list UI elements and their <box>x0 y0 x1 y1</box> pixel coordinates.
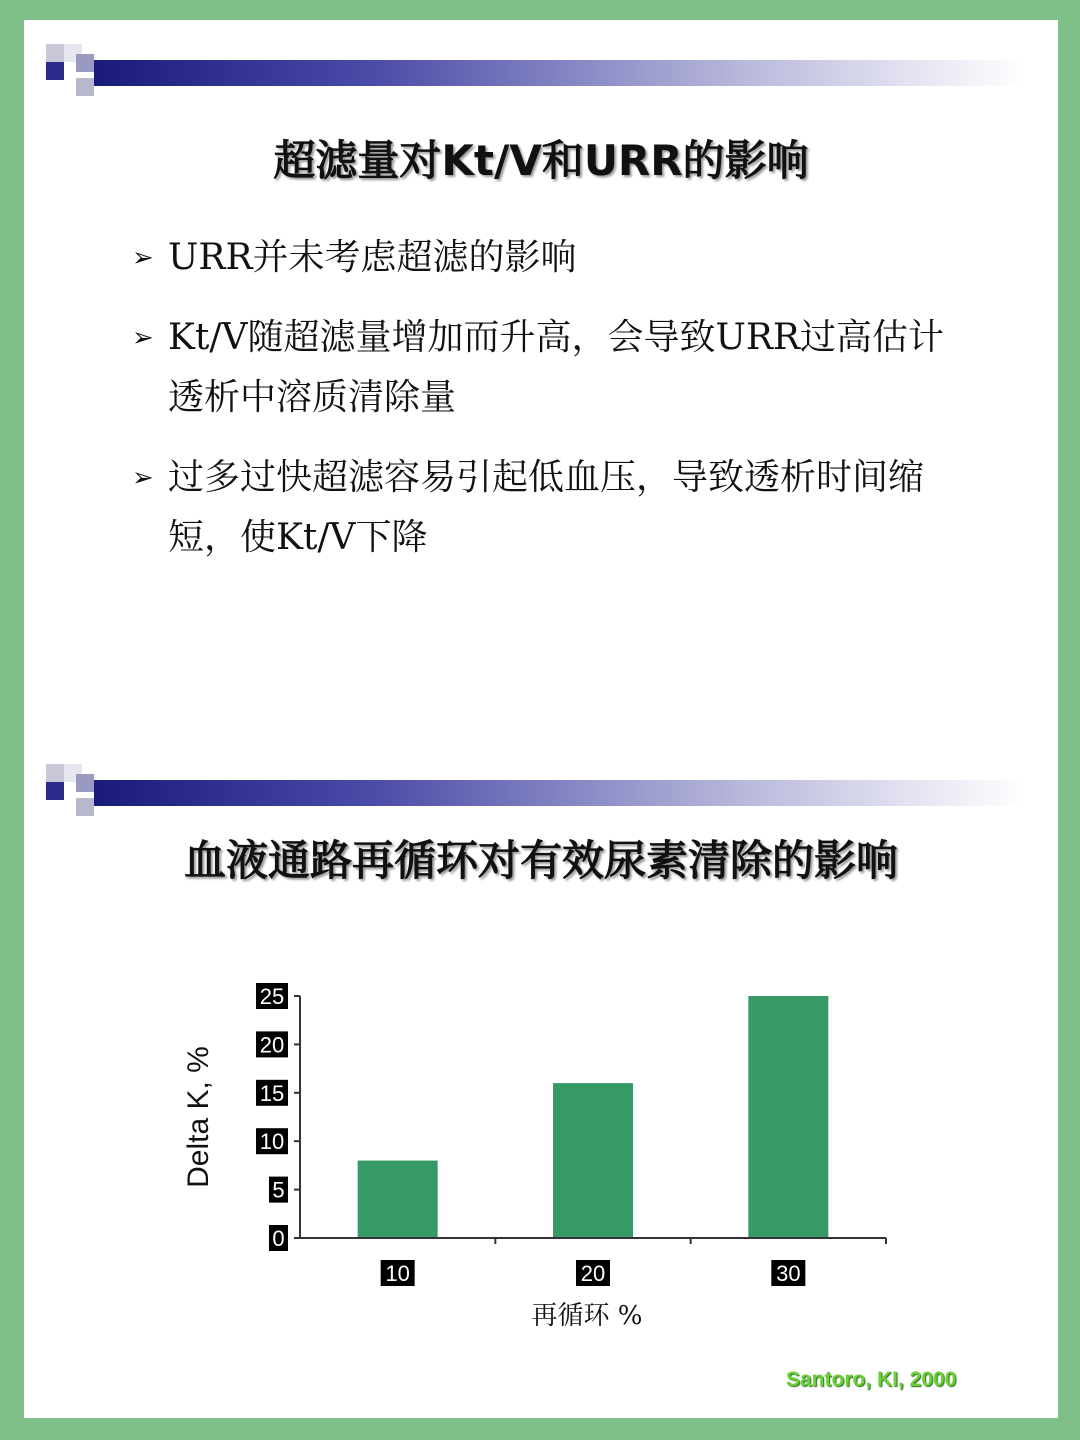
y-tick-label: 10 <box>259 1129 285 1155</box>
slide-1-title: 超滤量对Kt/V和URR的影响 <box>273 136 809 185</box>
bars <box>358 996 829 1238</box>
citation: Santoro, KI, 2000 <box>786 1368 957 1391</box>
bar-20 <box>553 1083 633 1238</box>
deco-square <box>76 54 94 72</box>
slide-2 <box>24 740 1058 1418</box>
deco-square <box>76 78 94 96</box>
slide-header-decoration <box>24 20 1058 100</box>
slide-2-title: 血液通路再循环对有效尿素清除的影响 <box>183 836 898 885</box>
x-axis-title: 再循环 % <box>531 1301 643 1331</box>
y-tick-label: 15 <box>259 1080 285 1106</box>
bullet-item <box>132 228 972 288</box>
y-tick-label: 0 <box>272 1226 285 1251</box>
bar-10 <box>358 1161 438 1238</box>
y-tick-label: 20 <box>259 1032 285 1058</box>
x-tick-label: 10 <box>385 1261 410 1286</box>
header-gradient-band <box>94 60 1024 86</box>
slide-1 <box>24 20 1058 720</box>
deco-square <box>46 44 64 62</box>
y-axis-title: Delta K, % <box>182 1046 215 1188</box>
deco-square <box>46 62 64 80</box>
y-tick-label: 5 <box>272 1177 285 1203</box>
arrow-bullet-icon: ➢ <box>132 323 154 353</box>
x-tick-label: 20 <box>580 1261 606 1286</box>
bullet-list <box>132 228 972 588</box>
page <box>24 20 1058 1418</box>
bar-30 <box>748 996 828 1238</box>
bar-chart <box>24 740 1058 1380</box>
bullet-text: Kt/V随超滤量增加而升高，会导致URR过高估计透析中溶质清除量 <box>168 317 945 418</box>
x-axis-ticks <box>381 1238 886 1286</box>
bullet-text: 过多过快超滤容易引起低血压，导致透析时间缩短，使Kt/V下降 <box>168 457 925 558</box>
bullet-text: URR并未考虑超滤的影响 <box>168 237 577 278</box>
bullet-item <box>132 448 972 568</box>
y-axis-ticks <box>256 983 300 1251</box>
arrow-bullet-icon: ➢ <box>132 243 154 273</box>
bullet-item <box>132 308 972 428</box>
x-tick-label: 30 <box>776 1261 801 1286</box>
arrow-bullet-icon: ➢ <box>132 463 154 493</box>
y-tick-label: 25 <box>259 984 285 1009</box>
